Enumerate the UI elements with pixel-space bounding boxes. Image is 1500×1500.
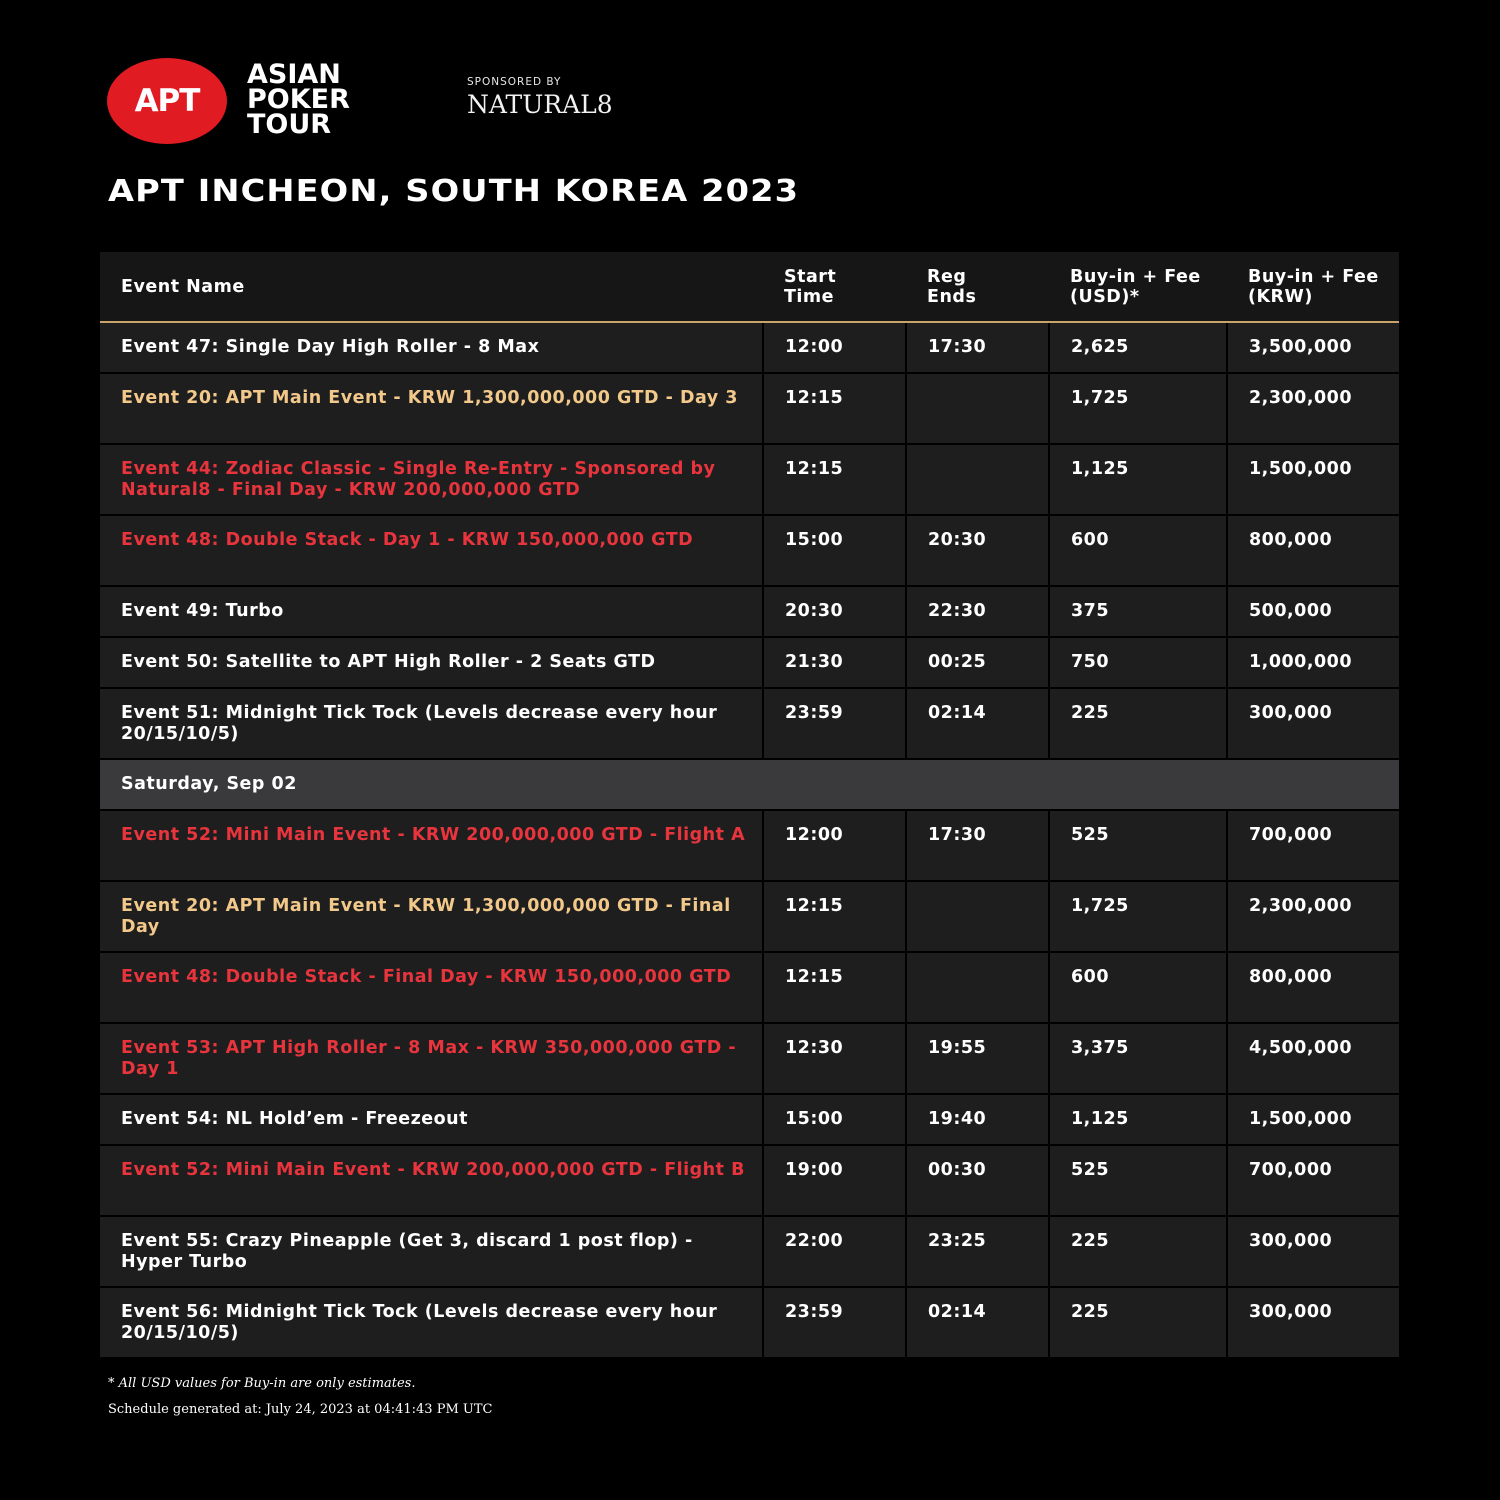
buyin-usd-cell: 225	[1049, 1287, 1227, 1358]
reg-ends-cell: 17:30	[906, 810, 1049, 881]
tour-name	[247, 59, 350, 140]
buyin-krw-cell: 700,000	[1227, 810, 1399, 881]
buyin-usd-cell: 1,125	[1049, 1094, 1227, 1145]
table-row	[100, 1145, 1399, 1216]
buyin-krw-cell: 2,300,000	[1227, 881, 1399, 952]
table-row	[100, 373, 1399, 444]
reg-ends-cell	[906, 881, 1049, 952]
table-row	[100, 1094, 1399, 1145]
sponsor-block	[467, 76, 613, 119]
footnote: * All USD values for Buy-in are only estimates.	[108, 1376, 416, 1391]
reg-ends-cell: 20:30	[906, 515, 1049, 586]
buyin-usd-cell: 750	[1049, 637, 1227, 688]
table-row	[100, 688, 1399, 759]
event-name-cell: Event 50: Satellite to APT High Roller - 2 Seats GTD	[100, 637, 763, 688]
start-time-cell: 21:30	[763, 637, 906, 688]
buyin-usd-cell: 1,725	[1049, 881, 1227, 952]
event-name-cell: Event 20: APT Main Event - KRW 1,300,000,000 GTD - Day 3	[100, 373, 763, 444]
start-time-cell: 19:00	[763, 1145, 906, 1216]
reg-ends-cell	[906, 444, 1049, 515]
buyin-usd-cell: 525	[1049, 1145, 1227, 1216]
buyin-krw-cell: 800,000	[1227, 952, 1399, 1023]
start-time-cell: 23:59	[763, 1287, 906, 1358]
page-title: APT INCHEON, SOUTH KOREA 2023	[108, 174, 800, 209]
start-time-cell: 23:59	[763, 688, 906, 759]
reg-ends-cell: 00:25	[906, 637, 1049, 688]
event-name-cell: Event 52: Mini Main Event - KRW 200,000,000 GTD - Flight B	[100, 1145, 763, 1216]
buyin-krw-cell: 1,500,000	[1227, 444, 1399, 515]
event-name-cell: Event 53: APT High Roller - 8 Max - KRW 350,000,000 GTD - Day 1	[100, 1023, 763, 1094]
buyin-krw-cell: 1,500,000	[1227, 1094, 1399, 1145]
start-time-cell: 12:30	[763, 1023, 906, 1094]
sponsor-label: SPONSORED BY	[467, 76, 562, 88]
header-event-name: Event Name	[100, 252, 763, 322]
event-name-cell: Event 56: Midnight Tick Tock (Levels decrease every hour 20/15/10/5)	[100, 1287, 763, 1358]
event-name-cell: Event 49: Turbo	[100, 586, 763, 637]
table-row	[100, 515, 1399, 586]
buyin-krw-cell: 500,000	[1227, 586, 1399, 637]
day-label: Saturday, Sep 02	[100, 759, 1399, 810]
table-row	[100, 1287, 1399, 1358]
buyin-krw-cell: 1,000,000	[1227, 637, 1399, 688]
tour-name-line: TOUR	[247, 109, 332, 140]
start-time-cell: 12:15	[763, 444, 906, 515]
reg-ends-cell	[906, 373, 1049, 444]
table-row	[100, 1216, 1399, 1287]
buyin-usd-cell: 225	[1049, 688, 1227, 759]
buyin-krw-cell: 300,000	[1227, 688, 1399, 759]
start-time-cell: 12:15	[763, 373, 906, 444]
reg-ends-cell: 23:25	[906, 1216, 1049, 1287]
start-time-cell: 15:00	[763, 1094, 906, 1145]
buyin-usd-cell: 2,625	[1049, 322, 1227, 373]
reg-ends-cell: 17:30	[906, 322, 1049, 373]
table-row	[100, 322, 1399, 373]
day-divider-row	[100, 759, 1399, 810]
buyin-krw-cell: 3,500,000	[1227, 322, 1399, 373]
event-name-cell: Event 55: Crazy Pineapple (Get 3, discard 1 post flop) - Hyper Turbo	[100, 1216, 763, 1287]
reg-ends-cell: 02:14	[906, 688, 1049, 759]
start-time-cell: 12:15	[763, 881, 906, 952]
buyin-usd-cell: 225	[1049, 1216, 1227, 1287]
start-time-cell: 12:00	[763, 322, 906, 373]
buyin-usd-cell: 1,725	[1049, 373, 1227, 444]
reg-ends-cell: 19:40	[906, 1094, 1049, 1145]
header-buyin-krw: Buy-in + Fee (KRW)	[1227, 252, 1399, 322]
start-time-cell: 12:15	[763, 952, 906, 1023]
buyin-usd-cell: 525	[1049, 810, 1227, 881]
buyin-krw-cell: 800,000	[1227, 515, 1399, 586]
reg-ends-cell: 00:30	[906, 1145, 1049, 1216]
event-name-cell: Event 20: APT Main Event - KRW 1,300,000,000 GTD - Final Day	[100, 881, 763, 952]
event-name-cell: Event 48: Double Stack - Final Day - KRW 150,000,000 GTD	[100, 952, 763, 1023]
start-time-cell: 15:00	[763, 515, 906, 586]
event-name-cell: Event 48: Double Stack - Day 1 - KRW 150,000,000 GTD	[100, 515, 763, 586]
buyin-krw-cell: 4,500,000	[1227, 1023, 1399, 1094]
generated-timestamp: Schedule generated at: July 24, 2023 at 04:41:43 PM UTC	[108, 1402, 493, 1417]
table-row	[100, 637, 1399, 688]
buyin-krw-cell: 2,300,000	[1227, 373, 1399, 444]
start-time-cell: 22:00	[763, 1216, 906, 1287]
event-name-cell: Event 52: Mini Main Event - KRW 200,000,000 GTD - Flight A	[100, 810, 763, 881]
schedule-body	[100, 322, 1399, 1358]
reg-ends-cell: 02:14	[906, 1287, 1049, 1358]
reg-ends-cell: 19:55	[906, 1023, 1049, 1094]
header-buyin-usd: Buy-in + Fee (USD)*	[1049, 252, 1227, 322]
schedule-table	[100, 252, 1399, 1359]
start-time-cell: 20:30	[763, 586, 906, 637]
event-name-cell: Event 51: Midnight Tick Tock (Levels decrease every hour 20/15/10/5)	[100, 688, 763, 759]
table-row	[100, 952, 1399, 1023]
tour-name-line: ASIAN	[247, 59, 341, 90]
table-row	[100, 810, 1399, 881]
table-row	[100, 1023, 1399, 1094]
buyin-usd-cell: 375	[1049, 586, 1227, 637]
apt-logo: APT	[107, 58, 227, 144]
header-start-time: Start Time	[763, 252, 906, 322]
buyin-krw-cell: 700,000	[1227, 1145, 1399, 1216]
table-row	[100, 444, 1399, 515]
buyin-krw-cell: 300,000	[1227, 1216, 1399, 1287]
table-row	[100, 881, 1399, 952]
tour-name-line: POKER	[247, 84, 350, 115]
start-time-cell: 12:00	[763, 810, 906, 881]
event-name-cell: Event 44: Zodiac Classic - Single Re-Entry - Sponsored by Natural8 - Final Day - KRW 200,000,000 GTD	[100, 444, 763, 515]
reg-ends-cell	[906, 952, 1049, 1023]
header-logo-area	[107, 58, 667, 146]
reg-ends-cell: 22:30	[906, 586, 1049, 637]
buyin-usd-cell: 1,125	[1049, 444, 1227, 515]
buyin-usd-cell: 600	[1049, 952, 1227, 1023]
header-reg-ends: Reg Ends	[906, 252, 1049, 322]
event-name-cell: Event 47: Single Day High Roller - 8 Max	[100, 322, 763, 373]
buyin-usd-cell: 600	[1049, 515, 1227, 586]
table-header-row	[100, 252, 1399, 322]
event-name-cell: Event 54: NL Hold’em - Freezeout	[100, 1094, 763, 1145]
sponsor-logo: NATURAL8	[467, 90, 613, 119]
buyin-krw-cell: 300,000	[1227, 1287, 1399, 1358]
table-row	[100, 586, 1399, 637]
buyin-usd-cell: 3,375	[1049, 1023, 1227, 1094]
